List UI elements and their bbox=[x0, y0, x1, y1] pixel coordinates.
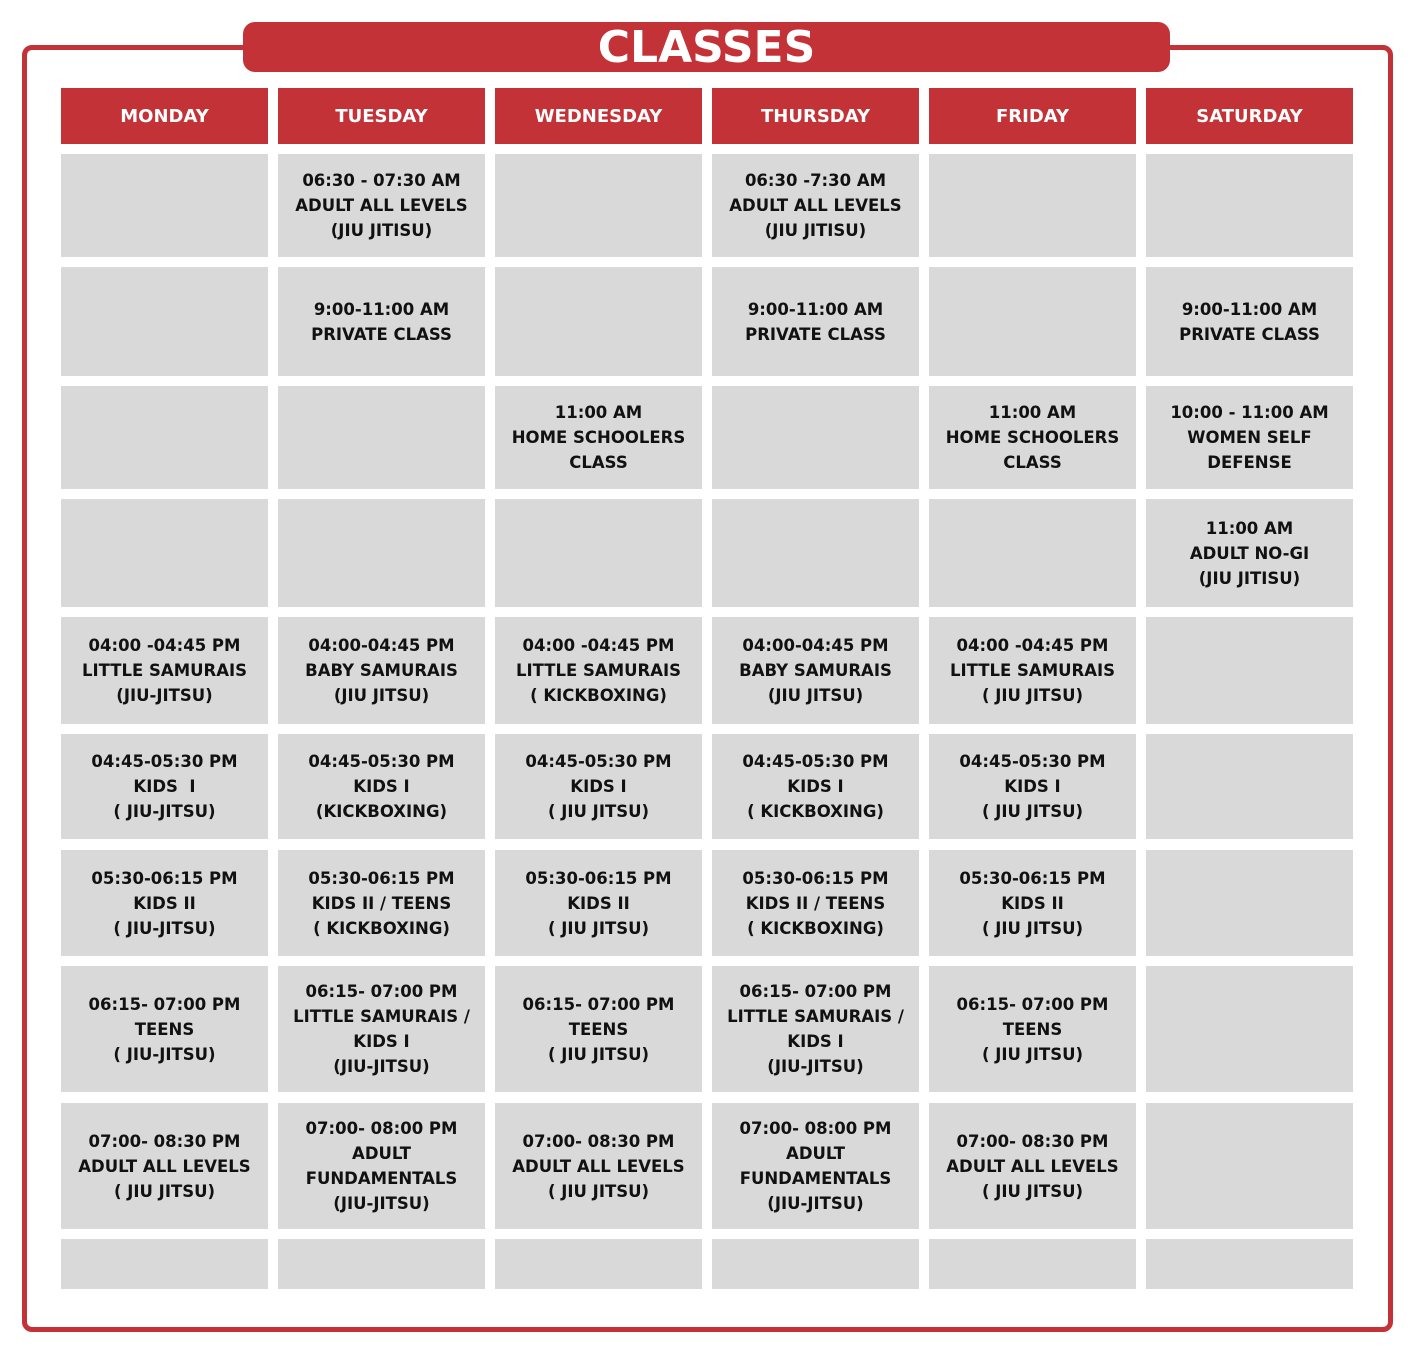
class-cell bbox=[278, 154, 485, 257]
class-time: 11:00 AM bbox=[554, 403, 643, 422]
class-cell bbox=[495, 850, 702, 956]
class-cell bbox=[712, 734, 919, 839]
class-cell bbox=[278, 617, 485, 724]
empty-cell bbox=[929, 499, 1136, 607]
class-detail: LITTLE SAMURAIS bbox=[949, 661, 1116, 680]
class-detail: ( JIU JITSU) bbox=[981, 802, 1084, 821]
class-cell bbox=[278, 850, 485, 956]
class-detail: (JIU JITISU) bbox=[330, 221, 433, 240]
class-cell bbox=[61, 617, 268, 724]
class-detail: ( JIU-JITSU) bbox=[113, 802, 216, 821]
page-title: CLASSES bbox=[243, 22, 1170, 72]
class-time: 04:00 -04:45 PM bbox=[522, 636, 675, 655]
class-detail: KIDS II bbox=[133, 893, 196, 913]
empty-cell bbox=[61, 154, 268, 257]
class-detail: (JIU JITISU) bbox=[1198, 568, 1301, 588]
class-detail: (JIU JITISU) bbox=[764, 221, 867, 240]
day-header-friday: FRIDAY bbox=[929, 88, 1136, 144]
class-detail: ( KICKBOXING) bbox=[313, 918, 450, 938]
class-detail: TEENS bbox=[568, 1019, 629, 1039]
class-detail: BABY SAMURAIS bbox=[305, 661, 458, 680]
class-cell bbox=[278, 267, 485, 376]
class-detail: KIDS II bbox=[567, 893, 630, 913]
day-header-thursday: THURSDAY bbox=[712, 88, 919, 144]
class-detail: ( JIU JITSU) bbox=[547, 1044, 650, 1064]
class-detail: (JIU-JITSU) bbox=[767, 1057, 864, 1076]
class-time: 05:30-06:15 PM bbox=[308, 868, 455, 888]
class-detail: ADULT NO-GI bbox=[1189, 543, 1310, 563]
class-cell bbox=[61, 966, 268, 1092]
class-cell bbox=[929, 617, 1136, 724]
class-cell bbox=[712, 267, 919, 376]
empty-cell bbox=[1146, 617, 1353, 724]
class-detail: LITTLE SAMURAIS / bbox=[293, 1007, 470, 1026]
class-detail: FUNDAMENTALS bbox=[305, 1169, 458, 1188]
empty-cell bbox=[712, 386, 919, 489]
class-detail: (KICKBOXING) bbox=[315, 802, 448, 821]
class-detail: KIDS I bbox=[787, 777, 844, 796]
class-cell bbox=[495, 966, 702, 1092]
class-detail: CLASS bbox=[1003, 453, 1062, 472]
class-detail: (JIU-JITSU) bbox=[767, 1194, 864, 1213]
class-detail: ADULT ALL LEVELS bbox=[78, 1156, 251, 1176]
class-time: 05:30-06:15 PM bbox=[91, 868, 238, 888]
empty-cell bbox=[1146, 734, 1353, 839]
class-cell bbox=[712, 966, 919, 1092]
class-detail: ADULT ALL LEVELS bbox=[512, 1156, 685, 1176]
class-time: 07:00- 08:30 PM bbox=[522, 1131, 675, 1151]
empty-cell bbox=[1146, 1239, 1353, 1289]
class-time: 07:00- 08:00 PM bbox=[739, 1119, 892, 1138]
empty-cell bbox=[61, 499, 268, 607]
class-cell bbox=[712, 1103, 919, 1229]
class-time: 04:00-04:45 PM bbox=[308, 636, 455, 655]
class-time: 06:15- 07:00 PM bbox=[956, 994, 1109, 1014]
class-detail: ( KICKBOXING) bbox=[530, 686, 667, 705]
class-detail: TEENS bbox=[134, 1019, 195, 1039]
class-detail: ( JIU JITSU) bbox=[981, 918, 1084, 938]
class-detail: PRIVATE CLASS bbox=[745, 324, 886, 344]
class-detail: KIDS II / TEENS bbox=[311, 893, 452, 913]
class-detail: LITTLE SAMURAIS bbox=[81, 661, 248, 680]
class-cell bbox=[61, 1103, 268, 1229]
class-cell bbox=[712, 154, 919, 257]
class-time: 04:00-04:45 PM bbox=[742, 636, 889, 655]
class-detail: PRIVATE CLASS bbox=[311, 324, 452, 344]
empty-cell bbox=[495, 267, 702, 376]
empty-cell bbox=[929, 1239, 1136, 1289]
class-cell bbox=[495, 617, 702, 724]
class-time: 04:00 -04:45 PM bbox=[956, 636, 1109, 655]
class-cell bbox=[278, 734, 485, 839]
class-detail: KIDS I bbox=[570, 777, 627, 796]
class-time: 9:00-11:00 AM bbox=[1181, 299, 1318, 319]
day-header-saturday: SATURDAY bbox=[1146, 88, 1353, 144]
class-detail: TEENS bbox=[1002, 1019, 1063, 1039]
class-detail: ( KICKBOXING) bbox=[747, 918, 884, 938]
class-cell bbox=[61, 734, 268, 839]
empty-cell bbox=[61, 1239, 268, 1289]
empty-cell bbox=[1146, 154, 1353, 257]
class-detail: HOME SCHOOLERS bbox=[511, 428, 686, 447]
class-detail: ( JIU-JITSU) bbox=[113, 918, 216, 938]
class-detail: ADULT ALL LEVELS bbox=[729, 196, 902, 215]
class-cell bbox=[278, 1103, 485, 1229]
class-detail: (JIU JITSU) bbox=[767, 686, 864, 705]
day-header-tuesday: TUESDAY bbox=[278, 88, 485, 144]
class-detail: KIDS I bbox=[787, 1032, 844, 1051]
class-time: 04:45-05:30 PM bbox=[91, 752, 238, 771]
class-cell bbox=[929, 850, 1136, 956]
class-cell bbox=[1146, 499, 1353, 607]
class-detail: KIDS II / TEENS bbox=[745, 893, 886, 913]
class-detail: ( KICKBOXING) bbox=[747, 802, 884, 821]
empty-cell bbox=[712, 499, 919, 607]
class-time: 10:00 - 11:00 AM bbox=[1170, 403, 1329, 422]
class-detail: (JIU-JITSU) bbox=[333, 1057, 430, 1076]
empty-cell bbox=[278, 1239, 485, 1289]
class-detail: ( JIU JITSU) bbox=[981, 1044, 1084, 1064]
class-cell bbox=[929, 966, 1136, 1092]
class-detail: KIDS I bbox=[1004, 777, 1061, 796]
class-time: 05:30-06:15 PM bbox=[742, 868, 889, 888]
class-cell bbox=[712, 850, 919, 956]
class-detail: ADULT bbox=[786, 1144, 845, 1163]
class-detail: KIDS I bbox=[353, 777, 410, 796]
class-detail: (JIU-JITSU) bbox=[333, 1194, 430, 1213]
empty-cell bbox=[278, 386, 485, 489]
class-time: 06:30 -7:30 AM bbox=[744, 171, 887, 190]
class-detail: ( JIU-JITSU) bbox=[113, 1044, 216, 1064]
empty-cell bbox=[1146, 1103, 1353, 1229]
day-header-wednesday: WEDNESDAY bbox=[495, 88, 702, 144]
class-time: 05:30-06:15 PM bbox=[959, 868, 1106, 888]
class-cell bbox=[495, 734, 702, 839]
class-time: 07:00- 08:00 PM bbox=[305, 1119, 458, 1138]
class-time: 05:30-06:15 PM bbox=[525, 868, 672, 888]
class-cell bbox=[712, 617, 919, 724]
class-cell bbox=[929, 734, 1136, 839]
empty-cell bbox=[61, 267, 268, 376]
class-cell bbox=[61, 850, 268, 956]
class-time: 06:15- 07:00 PM bbox=[88, 994, 241, 1014]
class-cell bbox=[1146, 267, 1353, 376]
class-cell bbox=[495, 1103, 702, 1229]
empty-cell bbox=[278, 499, 485, 607]
class-detail: (JIU JITSU) bbox=[333, 686, 430, 705]
class-detail: ADULT ALL LEVELS bbox=[295, 196, 468, 215]
class-detail: KIDS II bbox=[1001, 893, 1064, 913]
class-detail: ( JIU JITSU) bbox=[981, 1181, 1084, 1201]
class-detail: KIDS I bbox=[133, 777, 196, 796]
empty-cell bbox=[1146, 850, 1353, 956]
class-time: 9:00-11:00 AM bbox=[313, 299, 450, 319]
empty-cell bbox=[1146, 966, 1353, 1092]
empty-cell bbox=[495, 499, 702, 607]
class-time: 04:45-05:30 PM bbox=[742, 752, 889, 771]
class-time: 06:15- 07:00 PM bbox=[739, 982, 892, 1001]
empty-cell bbox=[929, 154, 1136, 257]
class-time: 07:00- 08:30 PM bbox=[956, 1131, 1109, 1151]
class-detail: CLASS bbox=[569, 453, 628, 472]
empty-cell bbox=[61, 386, 268, 489]
class-detail: PRIVATE CLASS bbox=[1179, 324, 1320, 344]
class-detail: LITTLE SAMURAIS / bbox=[727, 1007, 904, 1026]
class-detail: LITTLE SAMURAIS bbox=[515, 661, 682, 680]
class-detail: KIDS I bbox=[353, 1032, 410, 1051]
class-cell bbox=[929, 386, 1136, 489]
class-detail: HOME SCHOOLERS bbox=[945, 428, 1120, 447]
class-detail: (JIU-JITSU) bbox=[116, 686, 213, 705]
class-cell bbox=[495, 386, 702, 489]
class-time: 06:15- 07:00 PM bbox=[305, 982, 458, 1001]
empty-cell bbox=[929, 267, 1136, 376]
empty-cell bbox=[495, 1239, 702, 1289]
empty-cell bbox=[712, 1239, 919, 1289]
class-time: 04:45-05:30 PM bbox=[959, 752, 1106, 771]
class-detail: ADULT ALL LEVELS bbox=[946, 1156, 1119, 1176]
class-detail: ( JIU JITSU) bbox=[981, 686, 1084, 705]
class-cell bbox=[929, 1103, 1136, 1229]
class-time: 04:00 -04:45 PM bbox=[88, 636, 241, 655]
class-cell bbox=[278, 966, 485, 1092]
class-detail: ( JIU JITSU) bbox=[547, 918, 650, 938]
class-time: 06:30 - 07:30 AM bbox=[302, 171, 461, 190]
class-detail: WOMEN SELF bbox=[1187, 428, 1312, 447]
class-detail: BABY SAMURAIS bbox=[739, 661, 892, 680]
class-time: 11:00 AM bbox=[1205, 518, 1294, 538]
class-time: 9:00-11:00 AM bbox=[747, 299, 884, 319]
class-time: 04:45-05:30 PM bbox=[525, 752, 672, 771]
class-time: 11:00 AM bbox=[988, 403, 1077, 422]
class-detail: ADULT bbox=[352, 1144, 411, 1163]
class-detail: ( JIU JITSU) bbox=[547, 802, 650, 821]
class-detail: ( JIU JITSU) bbox=[547, 1181, 650, 1201]
class-time: 07:00- 08:30 PM bbox=[88, 1131, 241, 1151]
empty-cell bbox=[495, 154, 702, 257]
class-time: 06:15- 07:00 PM bbox=[522, 994, 675, 1014]
class-time: 04:45-05:30 PM bbox=[308, 752, 455, 771]
class-cell bbox=[1146, 386, 1353, 489]
class-detail: FUNDAMENTALS bbox=[739, 1169, 892, 1188]
day-header-monday: MONDAY bbox=[61, 88, 268, 144]
class-detail: DEFENSE bbox=[1207, 453, 1292, 472]
class-detail: ( JIU JITSU) bbox=[113, 1181, 216, 1201]
